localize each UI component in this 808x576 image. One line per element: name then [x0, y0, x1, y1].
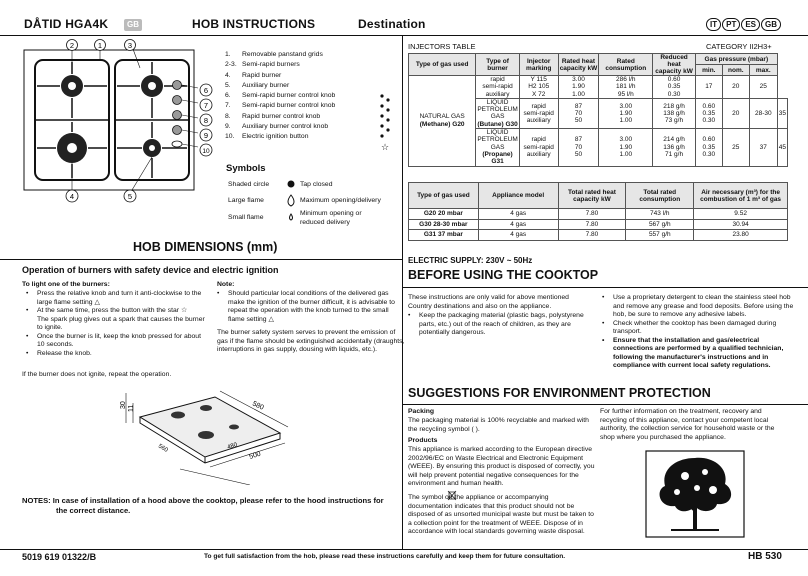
- operation-retry-text: If the burner does not ignite, repeat the operation.: [22, 371, 172, 378]
- legend-item: 8. Rapid burner control knob: [225, 112, 321, 120]
- table-row: LIQUID PETROLEUM GAS (Butane) G30 rapid semi-rapid auxiliary 87 70 50 3.00 1.90 1.00 218 g/h 138 g/h 73 g/h 0.60 0.35 0.30 20 28-30 35: [477, 98, 786, 128]
- large-flame-icon: [288, 195, 294, 206]
- list-item: • Check whether the cooktop has been damaged during transport.: [602, 320, 802, 337]
- legend-item: 10. Electric ignition button: [225, 133, 309, 141]
- column-header: max.: [749, 65, 777, 76]
- weee-bin-icon: [447, 490, 457, 501]
- document-code: 5019 619 01322/B: [22, 552, 97, 562]
- legend-item: 9. Auxiliary burner control knob: [225, 123, 329, 131]
- operation-subtitle: To light one of the burners:: [22, 281, 110, 288]
- symbols-title: Symbols: [226, 163, 266, 174]
- packing-text: The packaging material is 100% recyclable and marked with the recycling symbol ( ).: [408, 417, 589, 433]
- symbol-label: Shaded circle: [228, 181, 270, 188]
- component-legend: [225, 50, 377, 143]
- before-left-list: [408, 312, 598, 338]
- dimension-label: 11: [128, 404, 135, 412]
- section-rule: [403, 287, 808, 288]
- before-intro: These instructions are only valid for above mentioned Country destinations and also on the appliance.: [408, 294, 569, 310]
- small-flame-icon: [290, 214, 293, 220]
- star-icon: ☆: [180, 307, 188, 314]
- column-header: min.: [695, 65, 722, 76]
- hob-top-view-diagram: [20, 38, 220, 208]
- footer-rule: [0, 549, 808, 550]
- before-using-title: BEFORE USING THE COOKTOP: [408, 268, 599, 282]
- list-item: • At the same time, press the button with the star ☆ The spark plug gives out a spark that causes the burner to ignite.: [26, 307, 216, 333]
- dimension-label: 480: [226, 442, 239, 451]
- destination-label: Destination: [358, 17, 426, 31]
- shaded-circle-icon: [288, 181, 295, 188]
- note-paragraph: The burner safety system serves to prevent the emission of gas if the flame should be extinguished accidentally (draughts, interruptions in gas supply, dousing with liquids, etc.).: [217, 329, 405, 353]
- symbol-meaning: Minimum opening or reduced delivery: [300, 210, 362, 226]
- document-title: HOB INSTRUCTIONS: [192, 17, 316, 31]
- dimensions-drawing: [120, 385, 295, 485]
- packing-title: Packing: [408, 408, 435, 415]
- operation-title: Operation of burners with safety device and electric ignition: [22, 265, 279, 275]
- list-item: • Ensure that the installation and gas/electrical connections are performed by a qualified technician, following the manufacturer's instructions and in compliance with current local safety regulations.: [602, 337, 802, 371]
- callout-label: 4: [69, 192, 75, 201]
- list-item: • Keep the packaging material (plastic bags, polystyrene parts, etc.) out of the reach of children, as they are potentially dangerous.: [408, 312, 598, 338]
- column-header: nom.: [722, 65, 749, 76]
- gas-category: CATEGORY II2H3+: [706, 42, 772, 51]
- column-header: Type of gas used: [409, 54, 476, 76]
- environment-title: SUGGESTIONS FOR ENVIRONMENT PROTECTION: [408, 386, 711, 400]
- note-title: Note:: [217, 281, 235, 288]
- list-item: • Press the relative knob and turn it anti-clockwise to the large flame setting △: [26, 290, 216, 307]
- column-header: Total rated heat capacity kW: [558, 183, 626, 209]
- callout-label: 8: [203, 116, 209, 125]
- column-header: Type of burner: [476, 54, 519, 76]
- section-rule: [0, 259, 402, 260]
- before-right-list: [602, 294, 802, 371]
- legend-item: 6. Semi-rapid burner control knob: [225, 92, 336, 100]
- dimension-label: 580: [251, 400, 265, 412]
- products-text: This appliance is marked according to the European directive 2002/96/EC on Waste Electrical and Electronic Equipment (WEEE). By ensuring this product is disposed of correctly, you will help prevent potential negative consequences for the environment and human health.: [408, 446, 595, 487]
- column-header: Rated heat capacity kW: [558, 54, 599, 76]
- dimension-label: 30: [120, 401, 127, 409]
- tree-icon: [645, 450, 745, 538]
- symbol-label: Small flame: [228, 214, 264, 221]
- column-divider: [402, 36, 403, 549]
- symbol-label: Large flame: [228, 197, 264, 204]
- column-header: Reduced heat capacity kW: [653, 54, 696, 76]
- language-list: [705, 18, 781, 31]
- further-info-text: For further information on the treatment, recovery and recycling of this appliance, contact your competent local authority, the collection service for household waste or the shop where you purchased the appliance.: [600, 408, 775, 441]
- column-header: Appliance model: [478, 183, 558, 209]
- callout-label: 5: [127, 192, 133, 201]
- language-badge: PT: [722, 18, 740, 31]
- country-badge: GB: [124, 19, 142, 31]
- legend-item: 1. Removable panstand grids: [225, 51, 323, 58]
- legend-item: 7. Semi-rapid burner control knob: [225, 102, 336, 110]
- list-item: • Should particular local conditions of the delivered gas make the ignition of the burner difficult, it is advisable to repeat the operation with the knob turned to the small flame setting △: [217, 290, 402, 324]
- callout-label: 10: [202, 148, 210, 155]
- callout-label: 7: [203, 101, 209, 110]
- legend-item: 5. Auxiliary burner: [225, 81, 290, 89]
- callout-label: 6: [203, 86, 209, 95]
- operation-steps: [26, 290, 216, 358]
- electric-supply: ELECTRIC SUPPLY: 230V ~ 50Hz: [408, 256, 533, 265]
- column-header: Gas pressure (mbar): [695, 54, 777, 65]
- symbol-meaning: Maximum opening/delivery: [300, 197, 381, 204]
- column-header: Air necessary (m³) for the combustion of 1 m³ of gas: [694, 183, 788, 209]
- language-badge: GB: [761, 18, 781, 31]
- weee-symbol-text: The symbol on the appliance or accompanying documentation indicates that this product should not be disposed of as unsorted municipal waste but must be taken to a collection point for the treatment of WEEE. Dispose of in accordance with local standards governing waste disposal.: [408, 494, 594, 535]
- small-flame-icon: △: [268, 315, 274, 323]
- column-header: Total rated consumption: [626, 183, 694, 209]
- column-header: Rated consumption: [599, 54, 653, 76]
- page-code: HB 530: [748, 551, 782, 562]
- table-row: G30 28-30 mbar 4 gas 7.80 567 g/h 30.94: [409, 219, 788, 230]
- star-icon: ☆: [381, 143, 390, 153]
- legend-item: 4. Rapid burner: [225, 71, 282, 79]
- dimension-label: 500: [248, 450, 262, 461]
- list-item: • Use a proprietary detergent to clean the stainless steel hob and remove any grease and food deposits. Before using the hob, be sure to remove any adhesive labels.: [602, 294, 802, 320]
- products-title: Products: [408, 437, 438, 444]
- section-rule: [403, 404, 808, 405]
- callout-label: 3: [127, 41, 133, 50]
- hob-dimensions-title: HOB DIMENSIONS (mm): [133, 240, 278, 254]
- table-row: G31 37 mbar 4 gas 7.80 557 g/h 23.80: [409, 230, 788, 241]
- symbol-icons: [284, 178, 298, 224]
- legend-item: 2-3. Semi-rapid burners: [225, 61, 300, 69]
- dimension-label: 560: [157, 443, 169, 454]
- injectors-table: [408, 53, 788, 167]
- footer-message: To get full satisfaction from the hob, please read these instructions carefully and keep them for future consultation.: [204, 553, 566, 560]
- injectors-title: INJECTORS TABLE: [408, 42, 476, 51]
- header-rule: [0, 35, 808, 36]
- knob-indicator-icons: [378, 92, 392, 156]
- table-row: LIQUID PETROLEUM GAS (Propane) G31 rapid semi-rapid auxiliary 87 70 50 3.00 1.90 1.00 214 g/h 136 g/h 71 g/h 0.60 0.35 0.30 25 37 45: [477, 129, 786, 166]
- total-consumption-table: [408, 182, 788, 241]
- callout-label: 2: [69, 41, 75, 50]
- language-badge: ES: [741, 18, 760, 31]
- list-item: • Release the knob.: [26, 350, 216, 359]
- column-header: Type of gas used: [409, 183, 479, 209]
- column-header: Injector marking: [519, 54, 558, 76]
- table-row: NATURAL GAS (Methane) G20 rapid semi-rapid auxiliary Y 115 H2 105 X 72 3.00 1.90 1.00 286 l/h 181 l/h 95 l/h 0.60 0.35 0.30 17 20 25: [409, 76, 788, 99]
- table-row: G20 20 mbar 4 gas 7.80 743 l/h 9.52: [409, 209, 788, 220]
- large-flame-icon: △: [94, 298, 100, 306]
- language-badge: IT: [706, 18, 721, 31]
- symbol-meaning: Tap closed: [300, 181, 333, 188]
- model-name: DÅTID HGA4K: [24, 17, 109, 31]
- callout-label: 9: [203, 131, 209, 140]
- list-item: • Once the burner is lit, keep the knob pressed for about 10 seconds.: [26, 333, 216, 350]
- callout-label: 1: [97, 41, 103, 50]
- note-list: [217, 290, 402, 324]
- hood-installation-note: NOTES: In case of installation of a hood above the cooktop, please refer to the hood instructions for the correct distance.: [22, 496, 384, 515]
